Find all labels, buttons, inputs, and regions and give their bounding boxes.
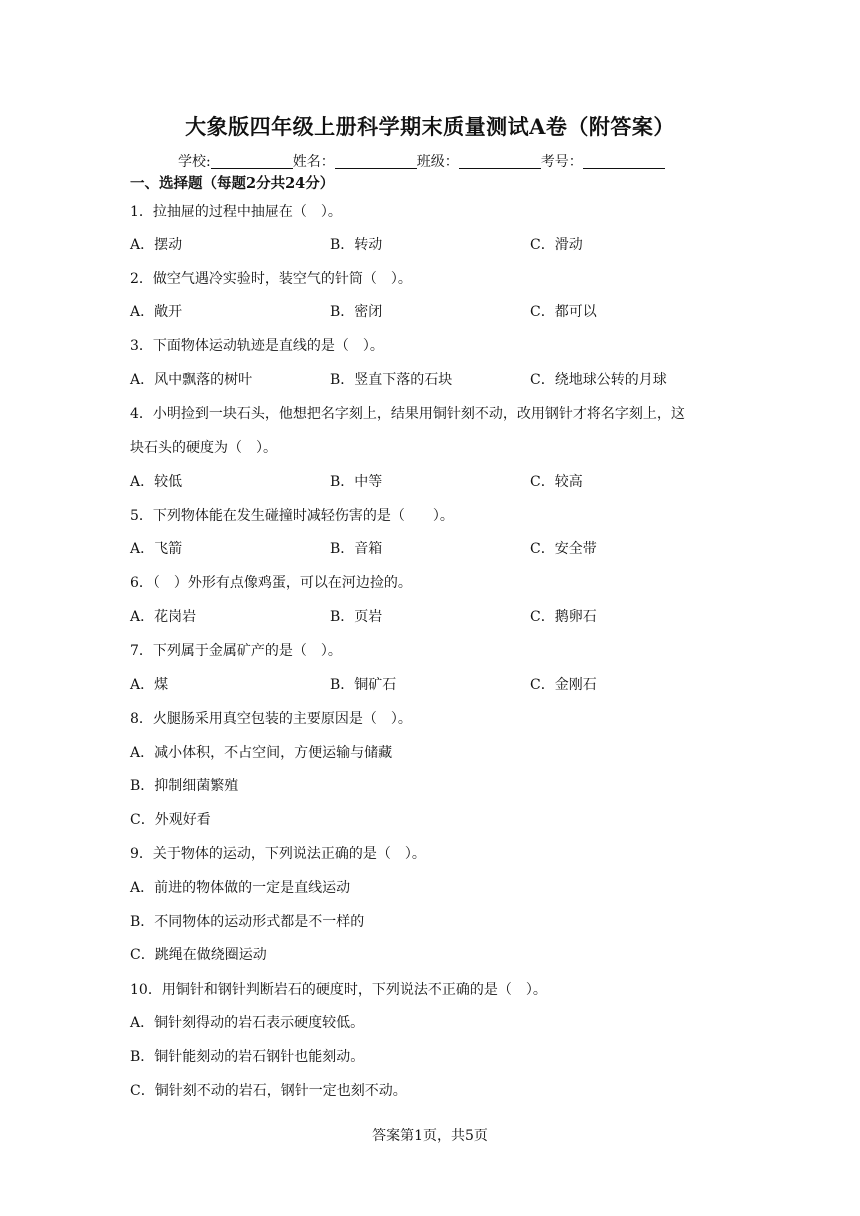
question-2-stem: 2．做空气遇冷实验时，装空气的针筒（ ）。 <box>130 271 412 287</box>
question-10-option-b: B．铜针能刻动的岩石钢针也能刻动。 <box>130 1049 365 1065</box>
question-9-option-c: C．跳绳在做绕圈运动 <box>130 947 267 963</box>
question-5-option-a: A．飞箭 <box>130 541 183 557</box>
question-4-option-a: A．较低 <box>130 474 183 490</box>
question-9-stem: 9．关于物体的运动，下列说法正确的是（ ）。 <box>130 846 426 862</box>
question-10-option-a: A．铜针刻得动的岩石表示硬度较低。 <box>130 1015 365 1031</box>
question-5-option-c: C．安全带 <box>530 541 597 557</box>
question-8-option-c: C．外观好看 <box>130 812 211 828</box>
question-1-stem: 1．拉抽屉的过程中抽屉在（ ）。 <box>130 204 342 220</box>
question-6-option-b: B．页岩 <box>330 609 383 625</box>
question-1-option-c: C．滑动 <box>530 237 583 253</box>
question-8-option-b: B．抑制细菌繁殖 <box>130 778 239 794</box>
question-10-option-c: C．铜针刻不动的岩石，钢针一定也刻不动。 <box>130 1083 407 1099</box>
class-label: 班级： <box>416 154 459 170</box>
question-3-option-b: B．竖直下落的石块 <box>330 372 453 388</box>
student-info-line <box>178 152 665 172</box>
question-4-stem-continued: 块石头的硬度为（ ）。 <box>130 440 277 456</box>
question-9-option-a: A．前进的物体做的一定是直线运动 <box>130 880 351 896</box>
school-label: 学校: <box>178 154 211 170</box>
question-4-option-c: C．较高 <box>530 474 583 490</box>
question-1-option-b: B．转动 <box>330 237 383 253</box>
question-3-stem: 3．下面物体运动轨迹是直线的是（ ）。 <box>130 338 384 354</box>
exam-number-label: 考号： <box>540 154 583 170</box>
question-9-option-b: B．不同物体的运动形式都是不一样的 <box>130 914 365 930</box>
question-2-option-b: B．密闭 <box>330 304 383 320</box>
question-6-option-a: A．花岗岩 <box>130 609 197 625</box>
question-8-stem: 8．火腿肠采用真空包装的主要原因是（ ）。 <box>130 711 412 727</box>
name-blank <box>335 153 417 169</box>
question-10-stem: 10．用铜针和钢针判断岩石的硬度时，下列说法不正确的是（ ）。 <box>130 982 547 998</box>
question-7-option-c: C．金刚石 <box>530 677 597 693</box>
question-8-option-a: A．减小体积，不占空间，方便运输与储藏 <box>130 745 393 761</box>
question-4-option-b: B．中等 <box>330 474 383 490</box>
section-title: 一、选择题（每题2分共24分） <box>130 175 335 192</box>
question-7-option-b: B．铜矿石 <box>330 677 397 693</box>
question-7-option-a: A．煤 <box>130 677 169 693</box>
question-5-stem: 5．下列物体能在发生碰撞时减轻伤害的是（ ）。 <box>130 508 454 524</box>
name-label: 姓名： <box>292 154 335 170</box>
question-6-stem: 6．（ ）外形有点像鸡蛋，可以在河边捡的。 <box>130 575 412 591</box>
question-2-option-a: A．敞开 <box>130 304 183 320</box>
question-1-option-a: A．摆动 <box>130 237 183 253</box>
question-3-option-a: A．风中飘落的树叶 <box>130 372 253 388</box>
question-4-stem: 4．小明捡到一块石头，他想把名字刻上，结果用铜针刻不动，改用钢针才将名字刻上，这 <box>130 406 685 422</box>
question-3-option-c: C．绕地球公转的月球 <box>530 372 667 388</box>
exam-number-blank <box>583 153 665 169</box>
class-blank <box>459 153 541 169</box>
question-5-option-b: B．音箱 <box>330 541 383 557</box>
page-footer: 答案第1页，共5页 <box>372 1128 488 1144</box>
school-blank <box>211 153 293 169</box>
question-6-option-c: C．鹅卵石 <box>530 609 597 625</box>
question-7-stem: 7．下列属于金属矿产的是（ ）。 <box>130 643 342 659</box>
page-title: 大象版四年级上册科学期末质量测试A卷（附答案） <box>185 114 675 139</box>
question-2-option-c: C．都可以 <box>530 304 597 320</box>
